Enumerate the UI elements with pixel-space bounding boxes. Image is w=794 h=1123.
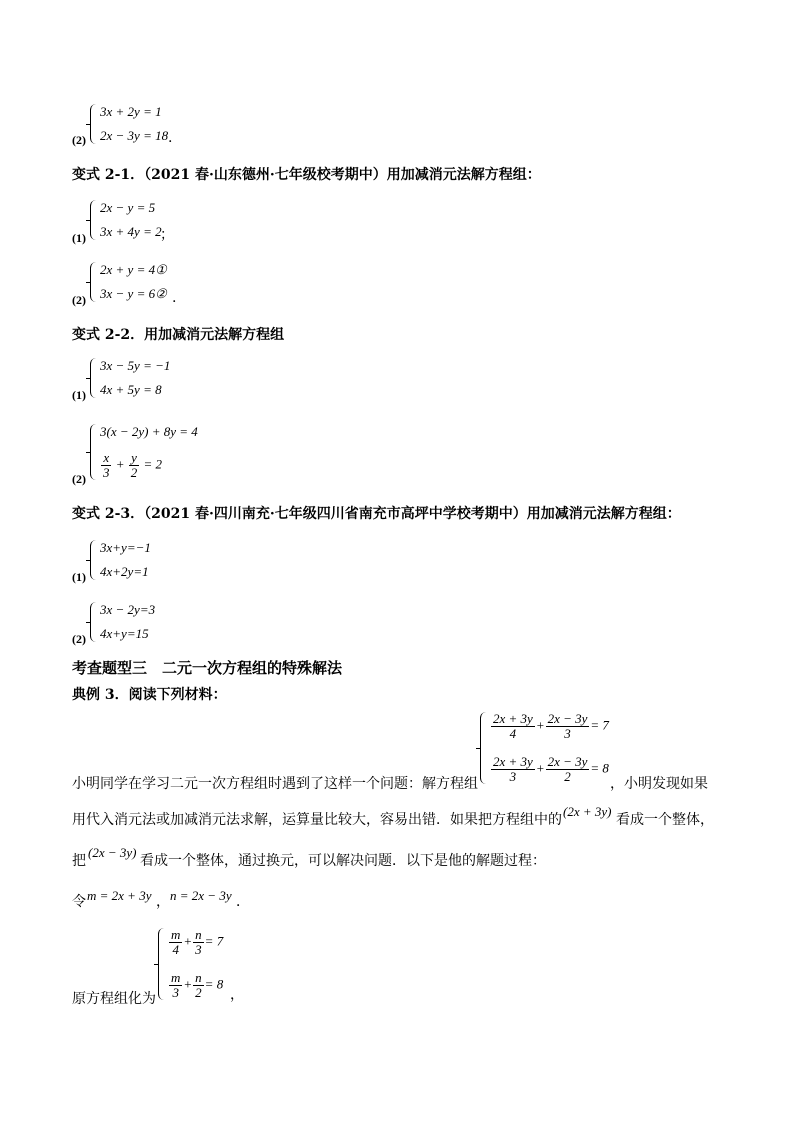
ex3-para3-b: 看成一个整体，通过换元，可以解决问题．以下是他的解题过程：	[140, 853, 546, 869]
ex3-let-m: m = 2x + 3y	[87, 888, 152, 903]
ex3-system-b	[158, 928, 223, 1000]
left-brace	[90, 104, 97, 144]
left-brace	[158, 928, 165, 1000]
v21-p1-tail: ；	[160, 227, 174, 243]
eq1-line1: 3x + 2y = 1	[100, 104, 162, 119]
v21-p2-label: (2)	[72, 293, 86, 307]
left-brace	[90, 262, 97, 302]
ex3-para2-a: 用代入消元法或加减消元法求解，运算量比较大，容易出错．如果把方程组中的	[72, 812, 562, 828]
ex3-para1-a: 小明同学在学习二元一次方程组时遇到了这样一个问题：解方程组	[72, 776, 478, 792]
ex3-para3-a: 把	[72, 853, 86, 869]
sys-b-line1: $\frac{m}{4}$ + $\frac{n}{3}$ = 7	[171, 927, 224, 957]
left-brace	[90, 540, 97, 580]
ex3-trans: 原方程组化为	[72, 991, 156, 1007]
sys-b-line2: $\frac{m}{3}$ + $\frac{n}{2}$ = 8	[171, 970, 224, 1000]
v22-p2-line2: $\frac{x}{3}$ + $\frac{y}{2}$ = 2	[103, 450, 163, 480]
ex3-para2-expr: (2x + 3y)	[563, 804, 612, 819]
v22-p1-system	[90, 358, 170, 398]
v22-title: 变式 2-2．用加减消元法解方程组	[72, 327, 285, 343]
fraction: $\frac{x}{3}$	[103, 450, 110, 480]
section-heading: 考查题型三 二元一次方程组的特殊解法	[72, 659, 343, 677]
v21-p1-line1: 2x − y = 5	[100, 200, 156, 215]
v23-p1-label: (1)	[72, 570, 86, 584]
left-brace	[90, 602, 97, 642]
ex3-let-sep: ，	[156, 894, 170, 910]
v21-p1-line2: 3x + 4y = 2	[100, 224, 162, 239]
ex3-title: 典例 3．阅读下列材料：	[72, 687, 227, 703]
sys-a-line1: $\frac{2x + 3y}{4}$ + $\frac{2x - 3y}{3}$ = 7	[493, 711, 609, 741]
sys-a-line2: $\frac{2x + 3y}{3}$ + $\frac{2x - 3y}{2}$ = 8	[493, 754, 609, 784]
v23-p2-system	[90, 602, 155, 642]
left-brace	[480, 712, 487, 784]
ex3-para1-b: ，小明发现如果	[610, 776, 708, 792]
v23-p2-line1: 3x − 2y=3	[100, 602, 156, 617]
v22-p2-label: (2)	[72, 472, 86, 486]
ex3-trans-end: ，	[230, 987, 244, 1003]
v23-p1-line1: 3x+y=−1	[100, 540, 151, 555]
left-brace	[90, 424, 97, 480]
ex3-let-end: ．	[236, 894, 250, 910]
v23-title: 变式 2-3．（2021 春·四川南充·七年级四川省南充市高坪中学校考期中）用加减消元法解方程组：	[72, 506, 681, 522]
eq1-system	[90, 104, 168, 144]
v21-p2-tail: .	[172, 290, 177, 306]
eq1-tail: .	[168, 130, 173, 146]
v22-p2-system	[90, 424, 198, 480]
v22-p1-line2: 4x + 5y = 8	[100, 382, 162, 397]
v22-p1-label: (1)	[72, 388, 86, 402]
v23-p2-label: (2)	[72, 632, 86, 646]
ex3-let-n: n = 2x − 3y	[170, 888, 232, 903]
v21-p2-line1: 2x + y = 4①	[100, 262, 167, 277]
ex3-let-a: 令	[72, 894, 86, 910]
v21-p1-system	[90, 200, 162, 240]
eq1-label: (2)	[72, 133, 86, 147]
v23-p2-line2: 4x+y=15	[100, 626, 149, 641]
v23-p1-system	[90, 540, 151, 580]
v23-p1-line2: 4x+2y=1	[100, 564, 149, 579]
eq1-line2: 2x − 3y = 18	[100, 128, 169, 143]
ex3-para2-b: 看成一个整体，	[616, 812, 714, 828]
left-brace	[90, 358, 97, 398]
v21-p2-line2: 3x − y = 6②	[100, 286, 167, 301]
v21-p1-label: (1)	[72, 231, 86, 245]
v21-p2-system	[90, 262, 167, 302]
ex3-para3-expr: (2x − 3y)	[88, 845, 137, 860]
v22-p2-line1: 3(x − 2y) + 8y = 4	[100, 424, 198, 439]
ex3-system-a	[480, 712, 609, 784]
fraction: $\frac{y}{2}$	[130, 450, 138, 480]
v22-p1-line1: 3x − 5y = −1	[100, 358, 171, 373]
v21-title: 变式 2-1．（2021 春·山东德州·七年级校考期中）用加减消元法解方程组：	[72, 167, 541, 183]
left-brace	[90, 200, 97, 240]
